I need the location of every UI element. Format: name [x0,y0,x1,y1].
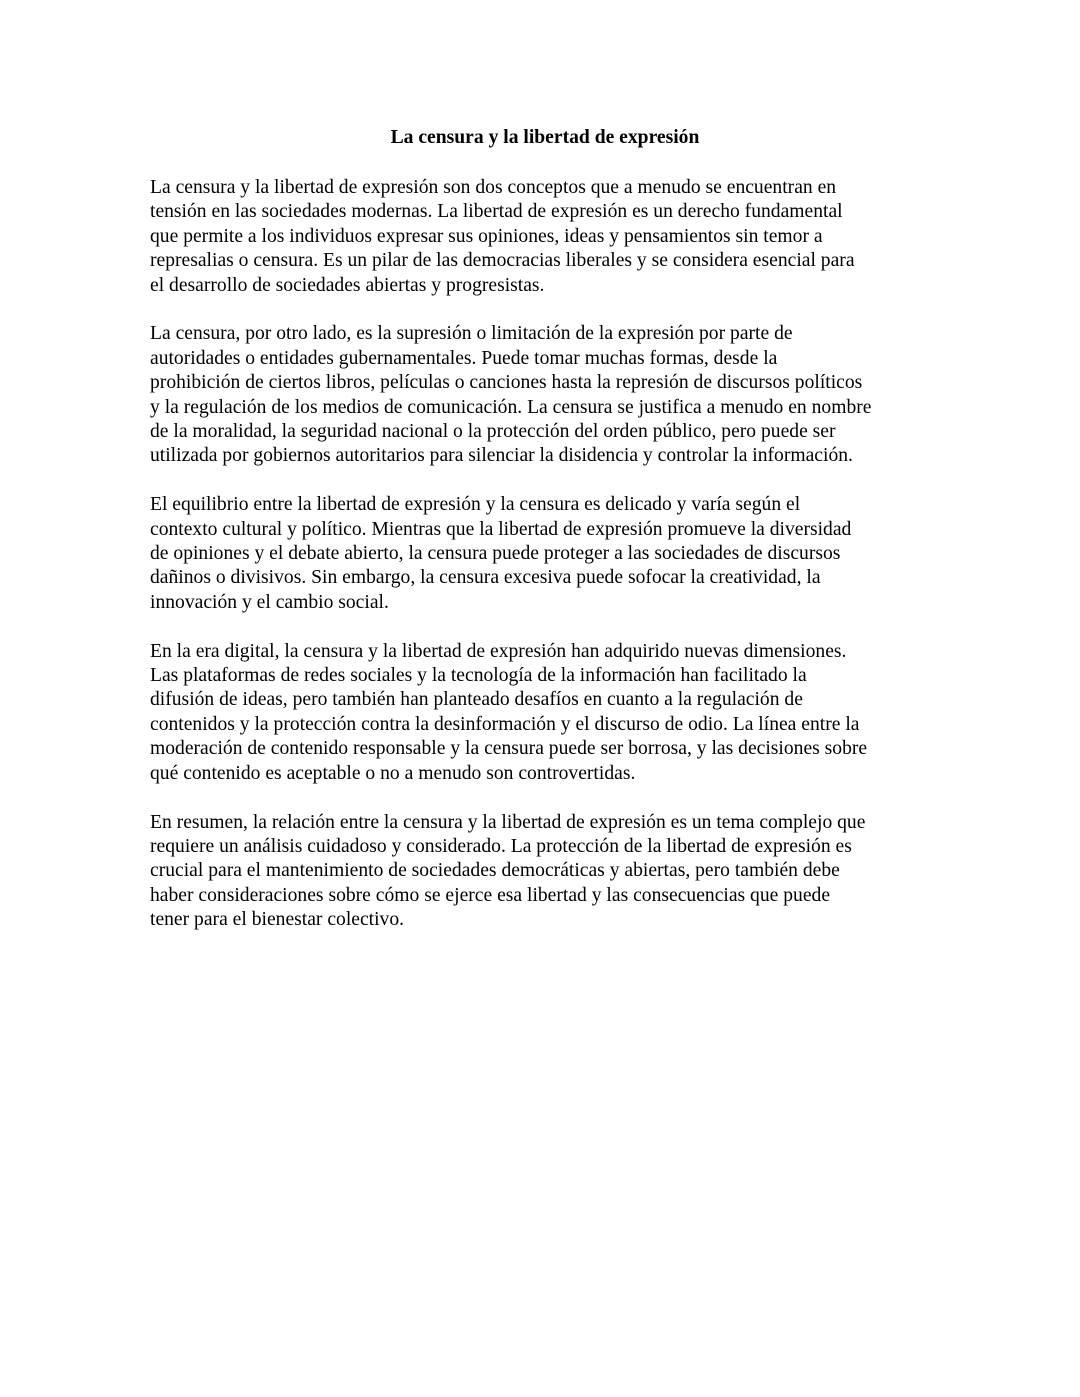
text-line: difusión de ideas, pero también han planteado desafíos en cuanto a la regulación de [150,689,803,711]
text-line: utilizada por gobiernos autoritarios para silenciar la disidencia y controlar la información. [150,445,853,467]
text-line: La censura y la libertad de expresión son dos conceptos que a menudo se encuentran en [150,177,837,198]
text-line: el desarrollo de sociedades abiertas y progresistas. [150,274,545,296]
text-line: contenidos y la protección contra la desinformación y el discurso de odio. La línea entre la [150,713,860,735]
paragraph-3 [150,493,940,615]
text-line: tener para el bienestar colectivo. [150,909,405,931]
text-line: dañinos o divisivos. Sin embargo, la censura excesiva puede sofocar la creatividad, la [150,567,821,589]
text-line: que permite a los individuos expresar sus opiniones, ideas y pensamientos sin temor a [150,225,823,247]
text-line: contexto cultural y político. Mientras que la libertad de expresión promueve la diversidad [150,518,852,540]
text-line: haber consideraciones sobre cómo se ejerce esa libertad y las consecuencias que puede [150,884,831,906]
document-title: La censura y la libertad de expresión [390,127,700,148]
text-line: autoridades o entidades gubernamentales. Puede tomar muchas formas, desde la [150,347,778,369]
text-line: de opiniones y el debate abierto, la censura puede proteger a las sociedades de discursos [150,543,841,565]
text-line: Las plataformas de redes sociales y la tecnología de la información han facilitado la [150,665,807,687]
text-line: requiere un análisis cuidadoso y considerado. La protección de la libertad de expresión es [150,835,852,857]
paragraph-1 [150,176,940,298]
text-line: El equilibrio entre la libertad de expresión y la censura es delicado y varía según el [150,494,801,516]
text-line: y la regulación de los medios de comunicación. La censura se justifica a menudo en nombre [150,396,872,418]
text-line: La censura, por otro lado, es la supresión o limitación de la expresión por parte de [150,323,793,345]
text-line: de la moralidad, la seguridad nacional o la protección del orden público, pero puede ser [150,421,836,443]
text-line: En la era digital, la censura y la libertad de expresión han adquirido nuevas dimensiones. [150,640,847,662]
text-line: crucial para el mantenimiento de sociedades democráticas y abiertas, pero también debe [150,860,840,882]
text-line: prohibición de ciertos libros, películas o canciones hasta la represión de discursos políticos [150,372,863,394]
text-line: tensión en las sociedades modernas. La libertad de expresión es un derecho fundamental [150,201,843,223]
text-line: qué contenido es aceptable o no a menudo son controvertidas. [150,762,636,784]
text-line: En resumen, la relación entre la censura y la libertad de expresión es un tema complejo que [150,811,866,833]
paragraph-5 [150,811,940,933]
paragraph-4 [150,640,940,786]
paragraph-2 [150,322,940,468]
document-body [150,124,940,957]
text-line: innovación y el cambio social. [150,591,389,613]
text-line: represalias o censura. Es un pilar de las democracias liberales y se considera esencial para [150,250,855,272]
text-line: moderación de contenido responsable y la censura puede ser borrosa, y las decisiones sobre [150,738,868,760]
